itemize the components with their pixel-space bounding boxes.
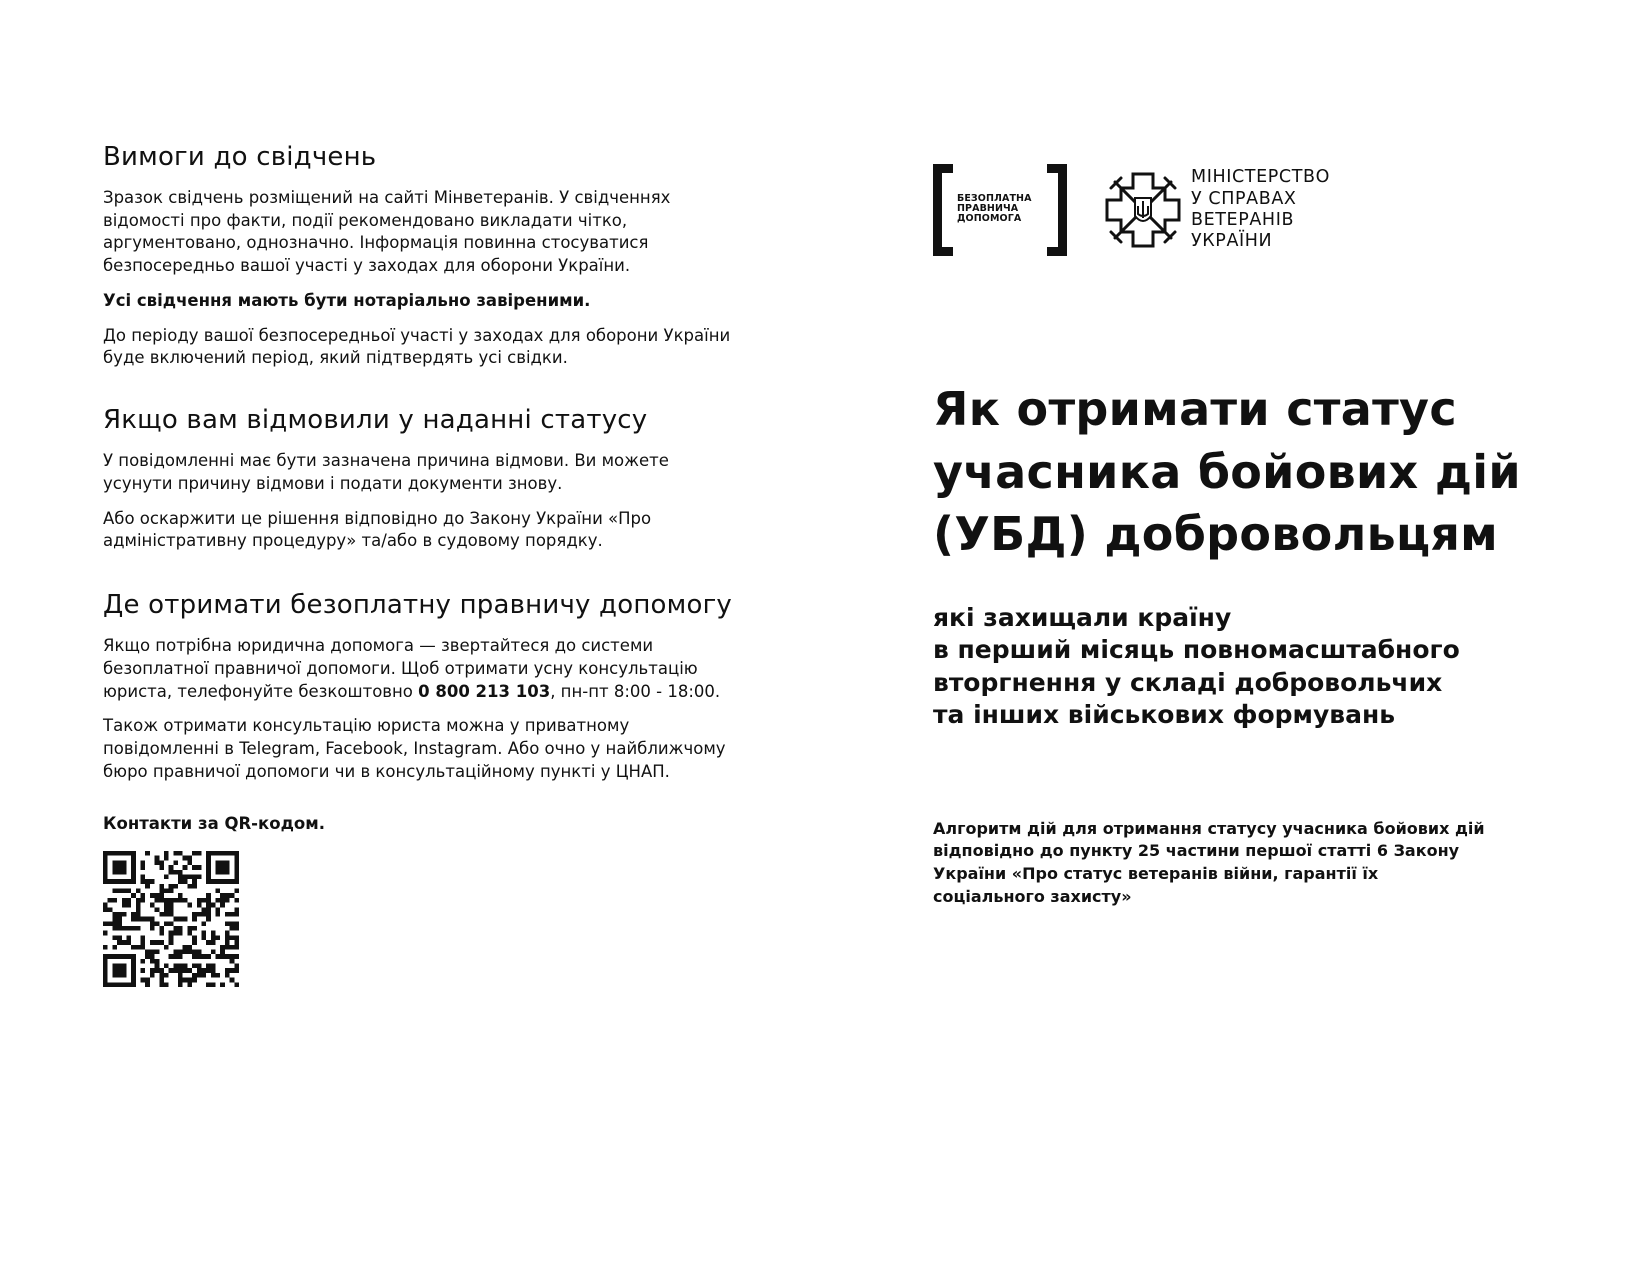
- requirements-section: [103, 143, 743, 370]
- hotline-paragraph: [103, 635, 743, 703]
- logo-ministry-line: УКРАЇНИ: [1191, 231, 1273, 252]
- requirements-paragraph: Зразок свідчень розміщений на сайті Мінветеранів. У свідченнях відомості про факти, події рекомендовано викладати чітко, аргументовано, однозначно. Інформація повинна стосуватися безпосередньо вашої участі у заходах для оборони України.: [103, 187, 671, 276]
- logo-bracket-right: [1047, 164, 1067, 256]
- main-title-line: Як отримати статус: [933, 382, 1457, 436]
- notary-note: Усі свідчення мають бути нотаріально завіреними.: [103, 290, 591, 310]
- subtitle-line: в перший місяць повномасштабного: [933, 635, 1460, 665]
- logo-bpd-line: БЕЗОПЛАТНА: [957, 193, 1032, 204]
- ministry-logo-text: [1191, 167, 1330, 252]
- logo-bpd-line: ПРАВНИЧА: [957, 202, 1019, 214]
- witness-period-paragraph: До періоду вашої безпосередньої участі у заходах для оборони України буде включений період, який підтвердять усі свідки.: [103, 325, 731, 368]
- requirements-heading: Вимоги до свідчень: [103, 142, 377, 172]
- main-title-line: учасника бойових дій: [933, 444, 1521, 499]
- main-title: [933, 378, 1573, 566]
- right-column: [933, 160, 1573, 925]
- free-legal-aid-logo: [933, 164, 1067, 256]
- legal-help-heading: Де отримати безоплатну правничу допомогу: [103, 590, 733, 621]
- qr-label: Контакти за QR-кодом.: [103, 813, 325, 833]
- logo-bpd-line: ДОПОМОГА: [957, 212, 1022, 224]
- hotline-hours: , пн-пт 8:00 - 18:00.: [550, 681, 721, 701]
- refusal-heading: Якщо вам відмовили у наданні статусу: [103, 405, 648, 436]
- subtitle-line: які захищали країну: [933, 602, 1232, 632]
- free-legal-aid-logo-text: [957, 194, 1047, 224]
- algorithm-description: Алгоритм дій для отримання статусу учасника бойових дій відповідно до пункту 25 частини першої статті 6 Закону України «Про статус ветеранів війни, гарантії їх соціального захисту»: [933, 818, 1485, 906]
- subtitle: [933, 602, 1573, 732]
- left-column: [103, 143, 743, 991]
- logo-ministry-line: МІНІСТЕРСТВО: [1191, 167, 1330, 188]
- messenger-paragraph: Також отримати консультацію юриста можна у приватному повідомленні в Telegram, Facebook, Instagram. Або очно у найближчому бюро правничої допомоги чи в консультаційному пункті у ЦНАП.: [103, 716, 726, 781]
- logo-bracket-left: [933, 164, 953, 256]
- legal-help-section: [103, 591, 743, 783]
- ministry-emblem-icon: [1101, 168, 1185, 252]
- hotline-phone: 0 800 213 103: [418, 681, 551, 701]
- appeal-paragraph: Або оскаржити це рішення відповідно до Закону України «Про адміністративну процедуру» та/або в судовому порядку.: [103, 508, 652, 551]
- refusal-paragraph: У повідомленні має бути зазначена причина відмови. Ви можете усунути причину відмови і подати документи знову.: [103, 451, 669, 493]
- qr-code[interactable]: [103, 851, 239, 987]
- logo-ministry-line: У СПРАВАХ: [1191, 188, 1297, 209]
- hotline-text: Якщо потрібна юридична допомога — звертайтеся до системи безоплатної правничої допомоги. Щоб отримати усну консультацію юриста, телефонуйте безкоштовно: [103, 636, 698, 701]
- logos-row: [933, 160, 1573, 260]
- refusal-section: [103, 406, 743, 553]
- ministry-logo: [1101, 167, 1330, 252]
- logo-ministry-line: ВЕТЕРАНІВ: [1191, 210, 1295, 230]
- subtitle-line: вторгнення у складі добровольчих: [933, 667, 1443, 697]
- main-title-line: (УБД) добровольцям: [933, 507, 1499, 562]
- subtitle-line: та інших військових формувань: [933, 700, 1396, 730]
